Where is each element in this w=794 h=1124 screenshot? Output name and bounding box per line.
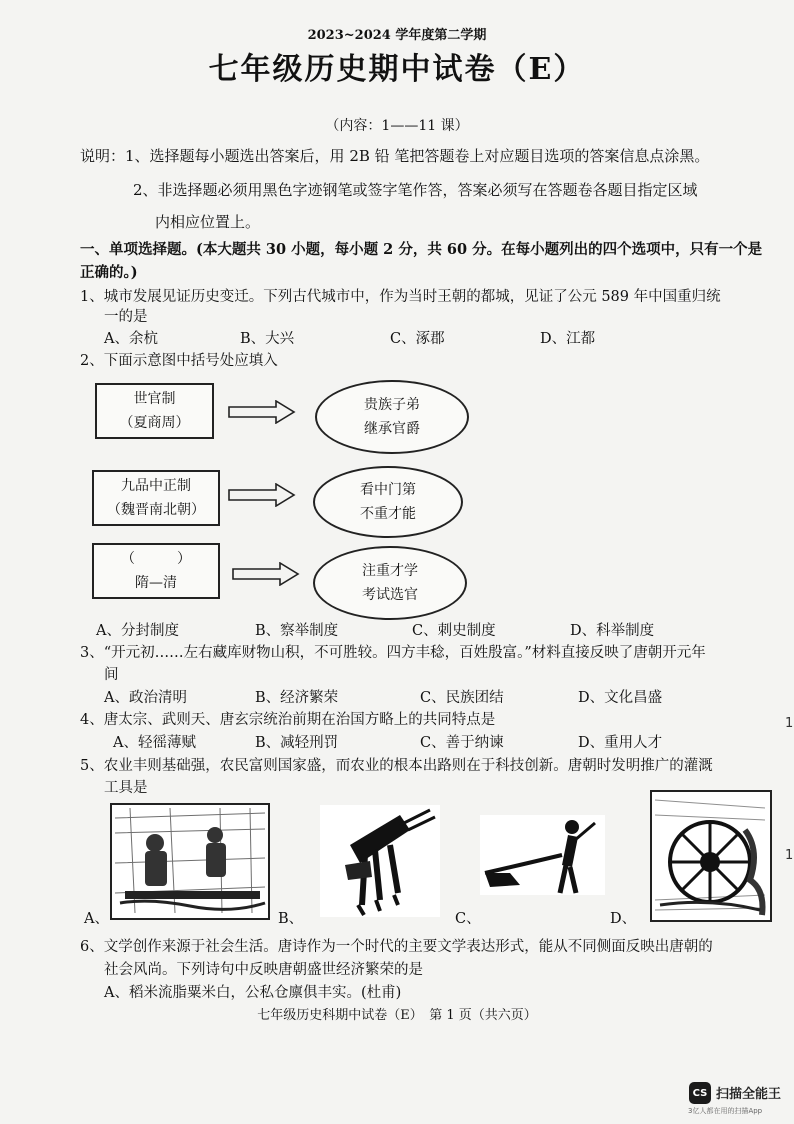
q4-option-c: C、善于纳谏 bbox=[420, 735, 504, 751]
q2-stem: 2、下面示意图中括号处应填入 bbox=[80, 353, 278, 369]
diagram-box-system-1 bbox=[95, 383, 214, 439]
q5-option-d-image bbox=[650, 790, 772, 922]
q4-option-d: D、重用人才 bbox=[578, 735, 663, 751]
diagram-oval-feature-1 bbox=[315, 380, 469, 454]
q1-option-a: A、余杭 bbox=[104, 331, 158, 347]
q5-option-b: B、 bbox=[278, 911, 304, 927]
page-footer: 七年级历史科期中试卷（E） 第 1 页（共六页） bbox=[257, 1008, 537, 1023]
diagram-oval-1-line-1: 贵族子弟 bbox=[364, 397, 420, 413]
instruction-line-1: 说明：1、选择题每小题选出答案后，用 2B 铅 笔把答题卷上对应题目选项的答案信息点涂黑。 bbox=[80, 147, 710, 165]
diagram-arrow-1 bbox=[228, 400, 296, 424]
q4-option-b: B、减轻刑罚 bbox=[255, 735, 339, 751]
diagram-box-system-3 bbox=[92, 543, 220, 599]
q2-option-c: C、刺史制度 bbox=[412, 623, 496, 639]
q5-option-c: C、 bbox=[455, 911, 481, 927]
scanner-tagline: 3亿人都在用的扫描App bbox=[688, 1107, 763, 1115]
q1-stem-line-2: 一的是 bbox=[104, 309, 148, 325]
diagram-box-2-name: 九品中正制 bbox=[121, 478, 191, 494]
section-heading-line-2: 正确的。) bbox=[80, 264, 138, 281]
q5-stem-line-1: 5、农业丰则基础强，农民富则国家盛，而农业的根本出路则在于科技创新。唐朝时发明推广的灌溉 bbox=[80, 758, 713, 774]
q2-option-a: A、分封制度 bbox=[96, 623, 179, 639]
q5-option-a-image bbox=[110, 803, 270, 920]
q6-stem-line-1: 6、文学创作来源于社会生活。唐诗作为一个时代的主要文学表达形式，能从不同侧面反映出唐朝的 bbox=[80, 939, 713, 955]
q5-option-d: D、 bbox=[610, 911, 637, 927]
page-title: 七年级历史期中试卷（E） bbox=[208, 52, 586, 87]
diagram-box-system-2 bbox=[92, 470, 220, 526]
instruction-line-3: 内相应位置上。 bbox=[155, 213, 261, 231]
margin-mark: 1 bbox=[785, 848, 794, 863]
q2-option-d: D、科举制度 bbox=[570, 623, 655, 639]
diagram-oval-2-line-2: 不重才能 bbox=[360, 506, 416, 522]
q6-option-a: A、稻米流脂粟米白，公私仓廪俱丰实。(杜甫) bbox=[104, 985, 402, 1001]
q1-option-c: C、涿郡 bbox=[390, 331, 445, 347]
q5-option-c-image bbox=[480, 815, 605, 895]
q4-stem: 4、唐太宗、武则天、唐玄宗统治前期在治国方略上的共同特点是 bbox=[80, 712, 496, 728]
diagram-arrow-2 bbox=[228, 483, 296, 507]
diagram-oval-feature-2 bbox=[313, 466, 463, 538]
diagram-box-1-name: 世官制 bbox=[133, 391, 176, 407]
term-label: 2023~2024 学年度第二学期 bbox=[307, 28, 487, 43]
q3-option-b: B、经济繁荣 bbox=[255, 690, 339, 706]
q3-option-c: C、民族团结 bbox=[420, 690, 504, 706]
scanner-logo-icon: CS bbox=[689, 1082, 711, 1104]
section-heading-line-1: 一、单项选择题。(本大题共 30 小题，每小题 2 分，共 60 分。在每小题列出的四个选项中，只有一个是 bbox=[80, 241, 763, 258]
q2-option-b: B、察举制度 bbox=[255, 623, 339, 639]
q3-option-a: A、政治清明 bbox=[104, 690, 187, 706]
q3-stem-line-1: 3、“开元初……左右藏库财物山积，不可胜较。四方丰稔，百姓殷富。”材料直接反映了唐朝开元年 bbox=[80, 645, 706, 661]
q3-stem-line-2: 间 bbox=[104, 667, 119, 683]
content-scope: （内容：1——11 课） bbox=[325, 118, 469, 134]
scanner-app-name: 扫描全能王 bbox=[716, 1087, 782, 1102]
q5-option-a: A、 bbox=[84, 911, 109, 927]
q1-option-d: D、江都 bbox=[540, 331, 596, 347]
q1-stem-line-1: 1、城市发展见证历史变迁。下列古代城市中，作为当时王朝的都城，见证了公元 589 年中国重归统 bbox=[80, 289, 721, 305]
instruction-line-2: 2、非选择题必须用黑色字迹钢笔或签字笔作答，答案必须写在答题卷各题目指定区域 bbox=[133, 181, 698, 199]
diagram-box-3-period: 隋—清 bbox=[135, 575, 177, 591]
q3-option-d: D、文化昌盛 bbox=[578, 690, 663, 706]
diagram-oval-3-line-1: 注重才学 bbox=[362, 563, 418, 579]
margin-mark: 1 bbox=[785, 716, 794, 731]
q6-stem-line-2: 社会风尚。下列诗句中反映唐朝盛世经济繁荣的是 bbox=[104, 962, 423, 978]
diagram-oval-feature-3 bbox=[313, 546, 467, 620]
diagram-oval-1-line-2: 继承官爵 bbox=[364, 421, 420, 437]
q1-option-b: B、大兴 bbox=[240, 331, 295, 347]
diagram-box-2-period: （魏晋南北朝） bbox=[107, 502, 205, 518]
q5-stem-line-2: 工具是 bbox=[104, 780, 148, 796]
diagram-box-3-blank: （ ） bbox=[121, 551, 191, 567]
diagram-box-1-period: （夏商周） bbox=[119, 415, 190, 431]
diagram-arrow-3 bbox=[232, 562, 300, 586]
q5-option-b-image bbox=[320, 805, 440, 917]
q4-option-a: A、轻徭薄赋 bbox=[113, 735, 196, 751]
diagram-oval-2-line-1: 看中门第 bbox=[360, 482, 416, 498]
diagram-oval-3-line-2: 考试选官 bbox=[362, 587, 418, 603]
